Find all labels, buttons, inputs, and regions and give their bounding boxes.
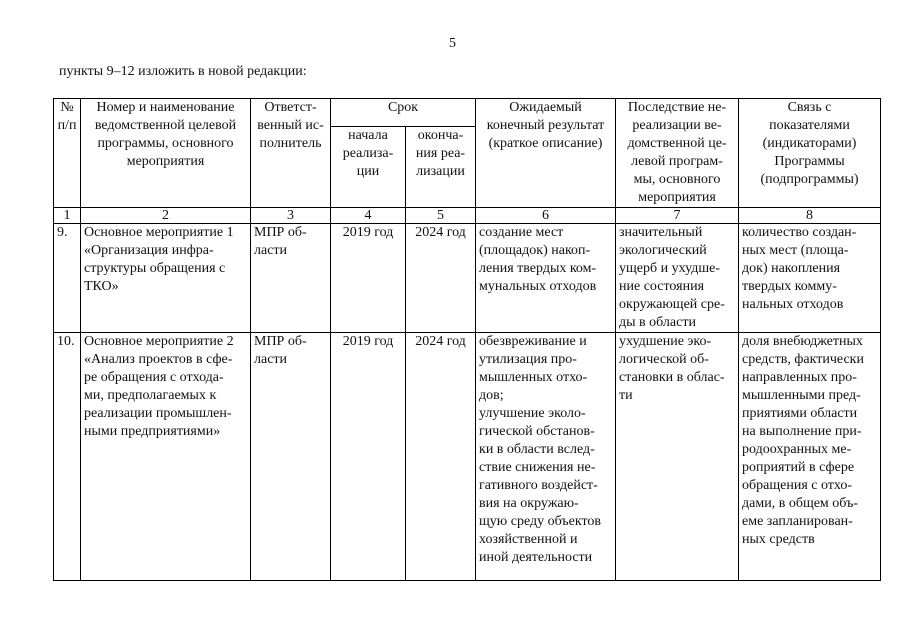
- header-result: Ожидаемый конечный результат (краткое описание): [476, 99, 616, 208]
- row-result: создание мест (площадок) накоп- ления твердых ком- мунальных отходов: [476, 224, 616, 333]
- col-number: 1: [54, 208, 81, 224]
- col-number: 7: [616, 208, 739, 224]
- header-responsible: Ответст- венный ис- полнитель: [251, 99, 331, 208]
- table-row: [54, 333, 881, 581]
- row-link: доля внебюджетных средств, фактически направленных про- мышленными пред- приятиями области на выполнение при- родоохранных ме- роприятий в сфере обращения с отхо- дами, в общем объ- еме запланирован- ных средств: [739, 333, 881, 581]
- measures-table: [53, 98, 881, 581]
- intro-text: пункты 9–12 изложить в новой редакции:: [59, 64, 307, 79]
- col-number: 5: [406, 208, 476, 224]
- row-link: количество создан- ных мест (площа- док) накопления твердых комму- нальных отходов: [739, 224, 881, 333]
- row-end: 2024 год: [406, 224, 476, 333]
- row-end: 2024 год: [406, 333, 476, 581]
- col-number: 3: [251, 208, 331, 224]
- row-num: 10.: [54, 333, 81, 581]
- header-start: начала реализа- ции: [331, 126, 406, 207]
- row-result: обезвреживание и утилизация про- мышленных отхо- дов; улучшение эколо- гической обстанов- ки в области вслед- ствие снижения не- гативного воздейст- вия на окружаю- щую среду объектов хозяйственной и иной деятельности: [476, 333, 616, 581]
- row-start: 2019 год: [331, 333, 406, 581]
- row-consequence: ухудшение эко- логической об- становки в облас- ти: [616, 333, 739, 581]
- header-row: [54, 99, 881, 127]
- page-number: 5: [449, 36, 456, 51]
- row-start: 2019 год: [331, 224, 406, 333]
- header-num: № п/п: [54, 99, 81, 208]
- row-responsible: МПР об- ласти: [251, 224, 331, 333]
- row-program: Основное мероприятие 1 «Организация инфра- структуры обращения с ТКО»: [81, 224, 251, 333]
- col-number: 2: [81, 208, 251, 224]
- row-num: 9.: [54, 224, 81, 333]
- row-responsible: МПР об- ласти: [251, 333, 331, 581]
- row-consequence: значительный экологический ущерб и ухудше- ние состояния окружающей сре- ды в области: [616, 224, 739, 333]
- header-consequence: Последствие не- реализации ве- домственной це- левой програм- мы, основного мероприятия: [616, 99, 739, 208]
- col-number: 8: [739, 208, 881, 224]
- col-number: 6: [476, 208, 616, 224]
- header-link: Связь с показателями (индикаторами) Программы (подпрограммы): [739, 99, 881, 208]
- header-end: оконча- ния реа- лизации: [406, 126, 476, 207]
- col-number: 4: [331, 208, 406, 224]
- header-program: Номер и наименование ведомственной целевой программы, основного мероприятия: [81, 99, 251, 208]
- column-number-row: [54, 208, 881, 224]
- header-term: Срок: [331, 99, 476, 127]
- row-program: Основное мероприятие 2 «Анализ проектов в сфе- ре обращения с отхода- ми, предполагаемых к реализации промышлен- ными предприятиями»: [81, 333, 251, 581]
- table-row: [54, 224, 881, 333]
